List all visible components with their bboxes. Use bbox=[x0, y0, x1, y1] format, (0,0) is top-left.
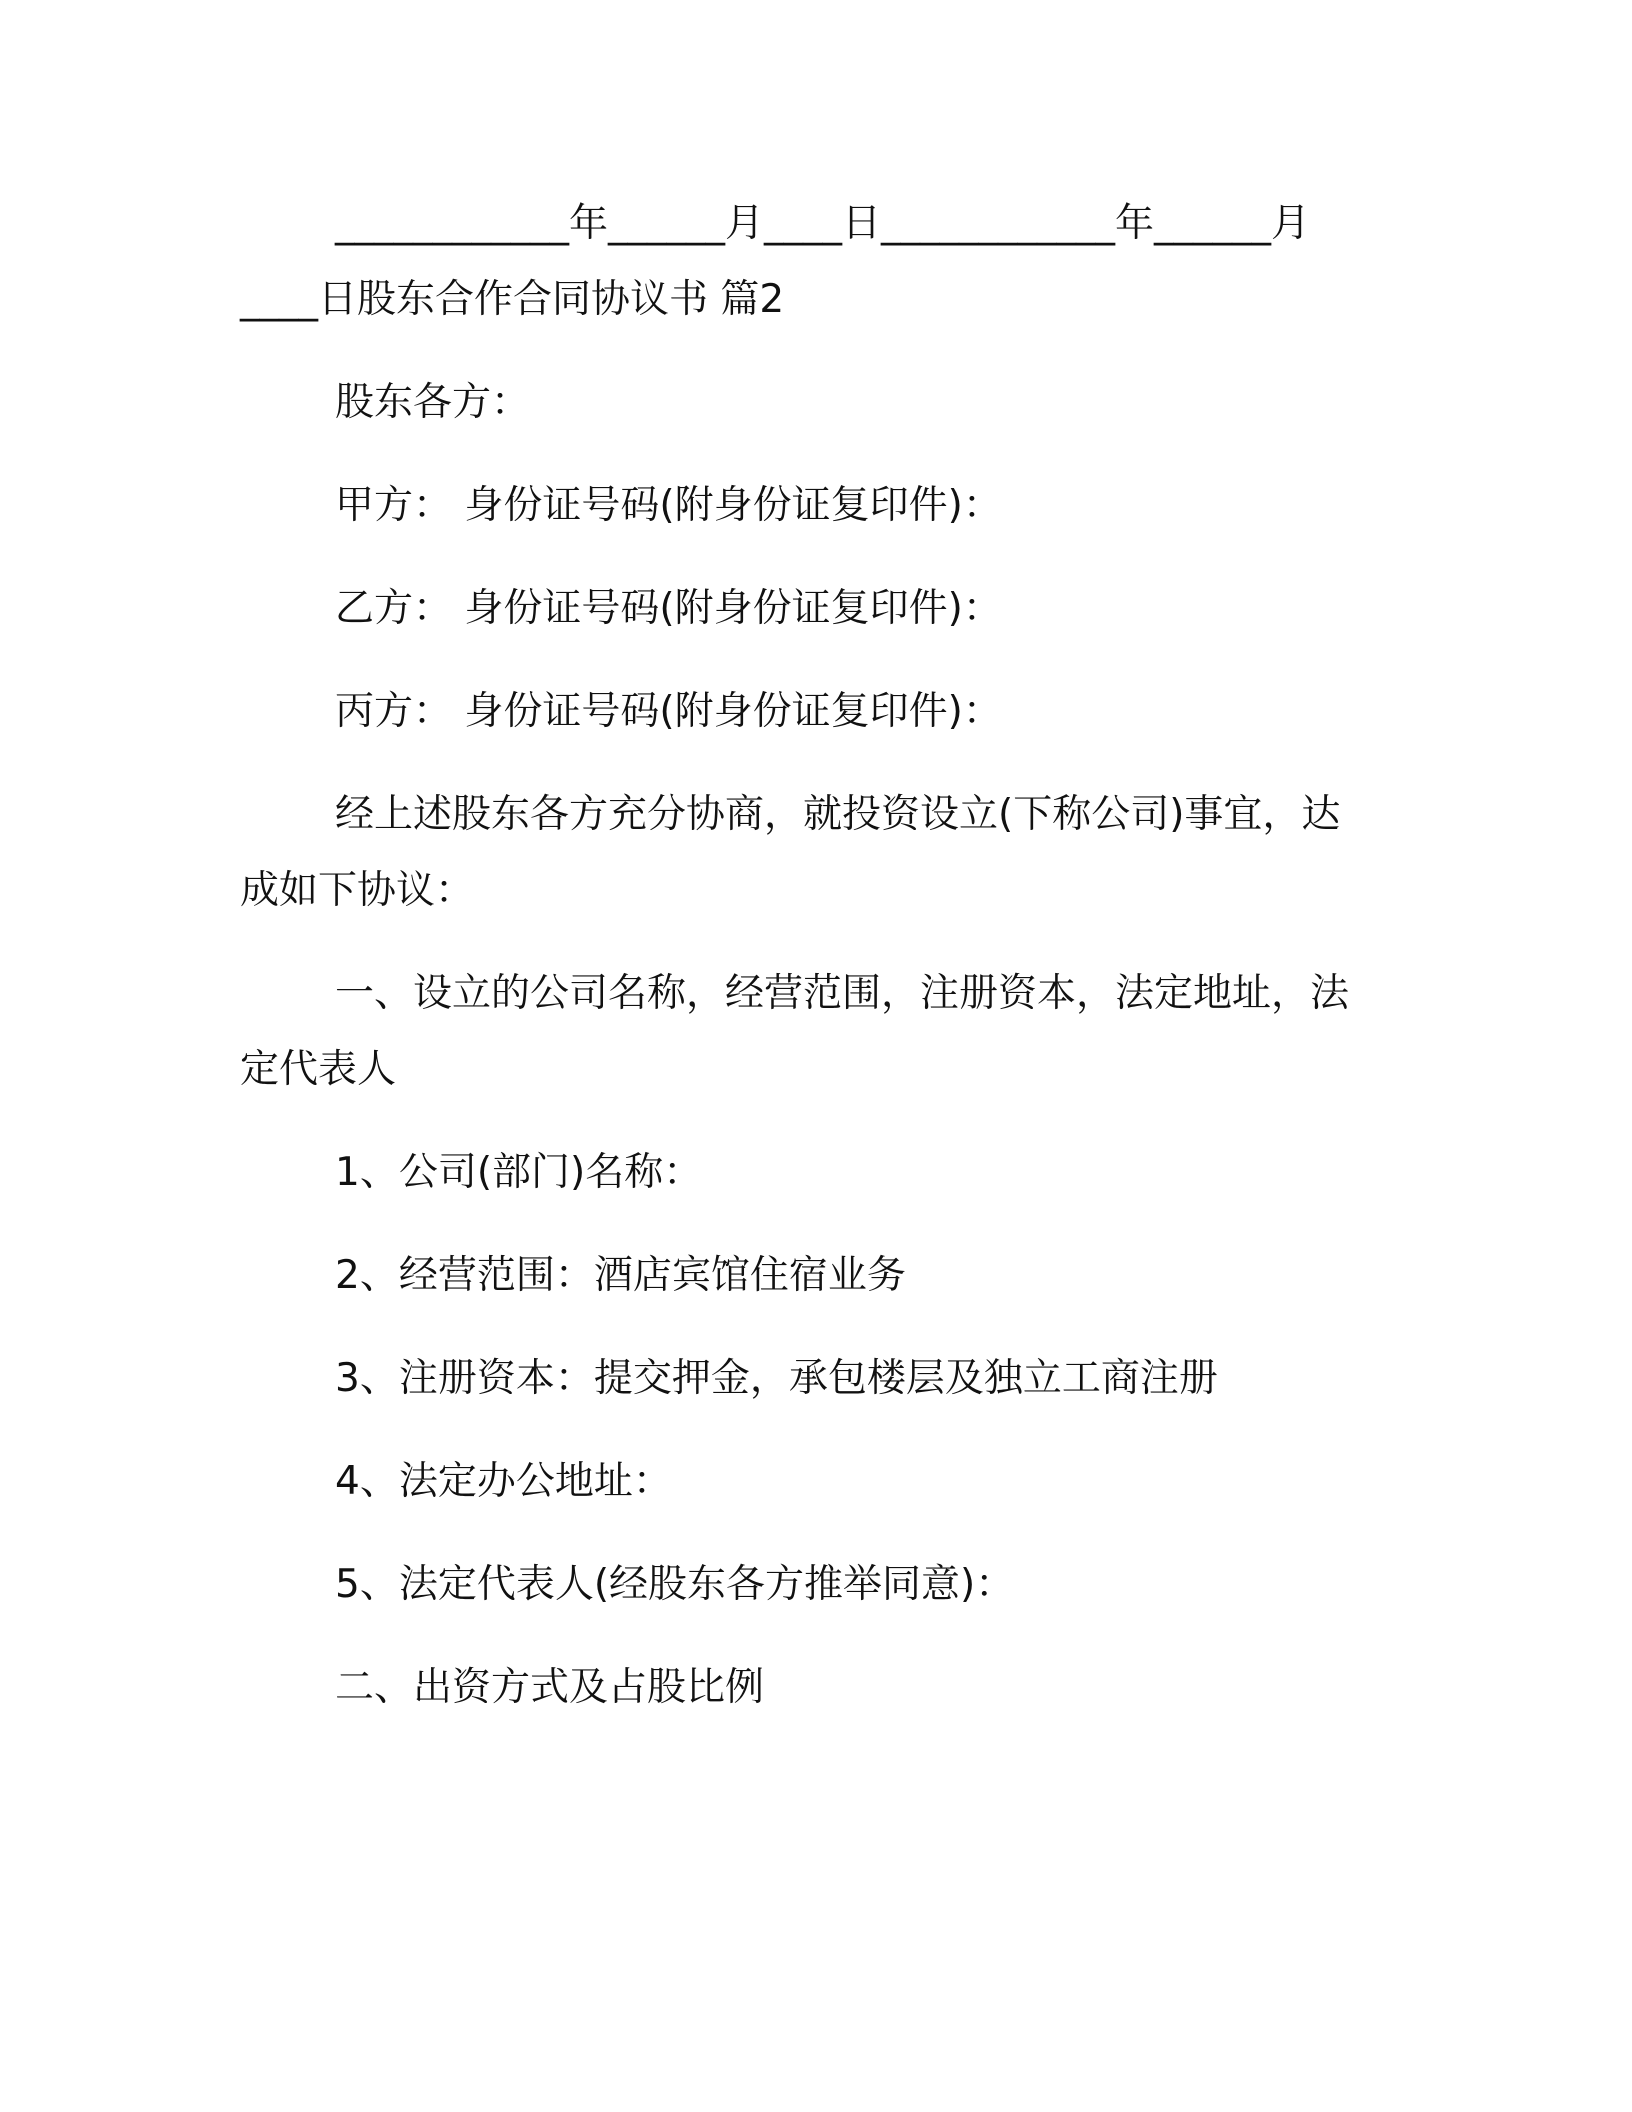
party-a-line: 甲方： 身份证号码(附身份证复印件)： bbox=[335, 483, 1002, 528]
item-business-scope: 2、经营范围：酒店宾馆住宿业务 bbox=[335, 1253, 906, 1298]
section-one-heading: 一、设立的公司名称，经营范围，注册资本，法定地址，法定代表人 bbox=[240, 971, 1350, 1092]
item-registered-capital: 3、注册资本：提交押金，承包楼层及独立工商注册 bbox=[335, 1356, 1218, 1401]
date-line-and-title: ____________年______月____日____________年______月____日股东合作合同协议书 篇2 bbox=[240, 201, 1311, 322]
section-two-heading: 二、出资方式及占股比例 bbox=[335, 1665, 765, 1710]
shareholders-heading: 股东各方： bbox=[335, 380, 531, 425]
item-office-address: 4、法定办公地址： bbox=[335, 1459, 672, 1504]
party-c-line: 丙方： 身份证号码(附身份证复印件)： bbox=[335, 689, 1002, 734]
agreement-intro: 经上述股东各方充分协商，就投资设立(下称公司)事宜，达成如下协议： bbox=[240, 792, 1341, 913]
item-legal-representative: 5、法定代表人(经股东各方推举同意)： bbox=[335, 1562, 1015, 1607]
document-body bbox=[240, 186, 1370, 1726]
item-company-name: 1、公司(部门)名称： bbox=[335, 1150, 703, 1195]
party-b-line: 乙方： 身份证号码(附身份证复印件)： bbox=[335, 586, 1002, 631]
